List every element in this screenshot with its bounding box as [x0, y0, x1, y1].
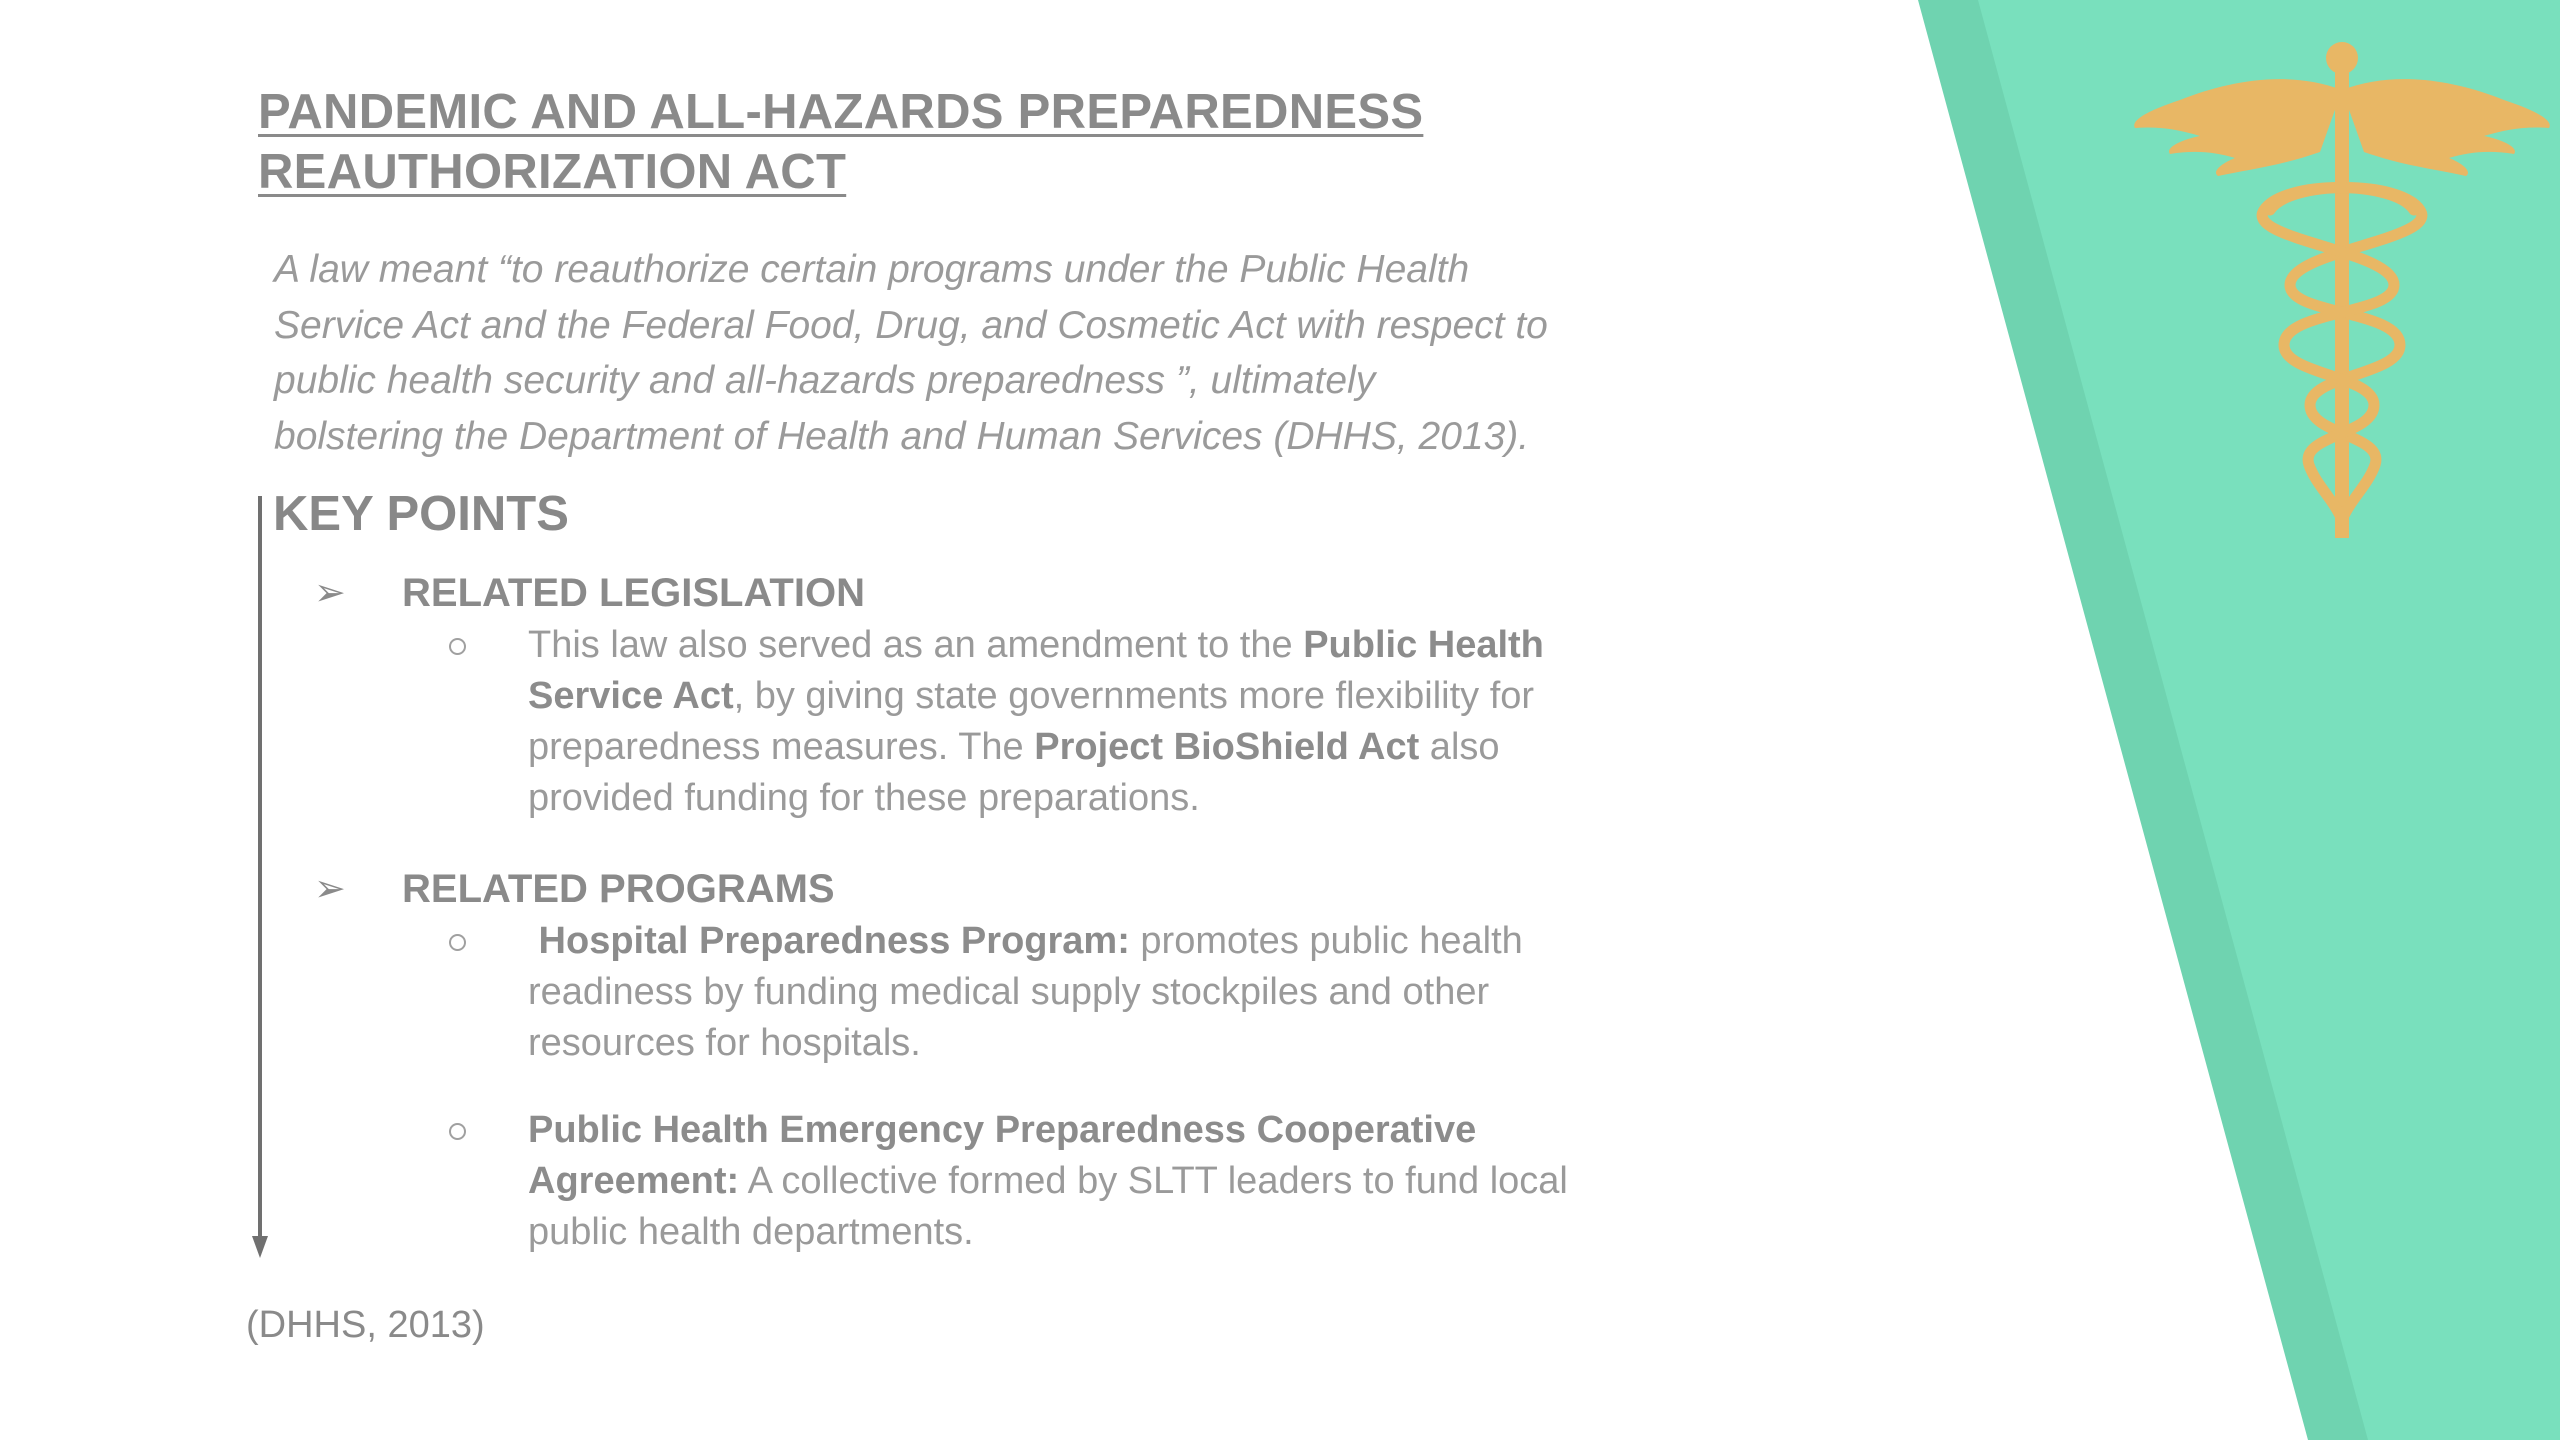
title-line-1: PANDEMIC AND ALL-HAZARDS PREPAREDNESS	[258, 85, 1424, 139]
circle-bullet-icon	[449, 934, 466, 951]
text-run: also	[1419, 726, 1500, 768]
citation: (DHHS, 2013)	[246, 1304, 485, 1346]
intro-line-2: Service Act and the Federal Food, Drug, and Cosmetic Act with respect to	[274, 303, 1548, 347]
text-run: readiness by funding medical supply stockpiles and other	[528, 971, 1490, 1013]
text-run: This law also served as an amendment to the	[528, 624, 1304, 666]
timeline-arrow-icon	[252, 1236, 268, 1258]
bold-term: Project BioShield Act	[1034, 726, 1420, 768]
text-run: promotes public health	[1129, 920, 1523, 962]
text-run: public health departments.	[528, 1211, 974, 1253]
section-related-programs	[310, 862, 1760, 1258]
bold-term: Service Act	[528, 675, 734, 717]
section-title: RELATED LEGISLATION	[402, 571, 865, 615]
timeline-line	[258, 496, 262, 1238]
section-related-legislation	[310, 566, 1760, 824]
section-header	[310, 862, 1760, 916]
caduceus-icon	[2120, 30, 2560, 550]
intro-line-3: public health security and all-hazards preparedness ”, ultimately	[274, 359, 1376, 402]
page-title	[258, 82, 1658, 202]
intro-paragraph	[274, 242, 1714, 464]
bold-term: Public Health Emergency Preparedness Cooperative	[528, 1109, 1477, 1151]
text-run: A collective formed by SLTT leaders to fund local	[739, 1160, 1568, 1202]
key-points-heading: KEY POINTS	[273, 487, 569, 541]
section-header	[310, 566, 1760, 620]
arrow-bullet-icon: ➢	[314, 572, 346, 614]
text-run: preparedness measures. The	[528, 726, 1035, 768]
list-item	[310, 620, 1760, 824]
list-item-text	[528, 916, 1760, 1069]
intro-line-1: A law meant “to reauthorize certain programs under the Public Health	[274, 248, 1470, 291]
section-title: RELATED PROGRAMS	[402, 867, 835, 911]
title-line-2: REAUTHORIZATION ACT	[258, 145, 847, 199]
list-item	[310, 916, 1760, 1069]
bold-term: Public Health	[1303, 624, 1544, 666]
list-item	[310, 1105, 1760, 1258]
text-run: resources for hospitals.	[528, 1022, 921, 1064]
intro-line-4: bolstering the Department of Health and Human Services (DHHS, 2013).	[274, 414, 1530, 458]
circle-bullet-icon	[449, 638, 466, 655]
list-item-text	[528, 1105, 1760, 1258]
text-run: , by giving state governments more flexibility for	[733, 675, 1535, 717]
text-run: provided funding for these preparations.	[528, 777, 1200, 819]
arrow-bullet-icon: ➢	[314, 868, 346, 910]
circle-bullet-icon	[449, 1123, 466, 1140]
list-item-text	[528, 620, 1760, 824]
bold-term: Agreement:	[528, 1160, 740, 1202]
bold-term: Hospital Preparedness Program:	[528, 920, 1130, 962]
